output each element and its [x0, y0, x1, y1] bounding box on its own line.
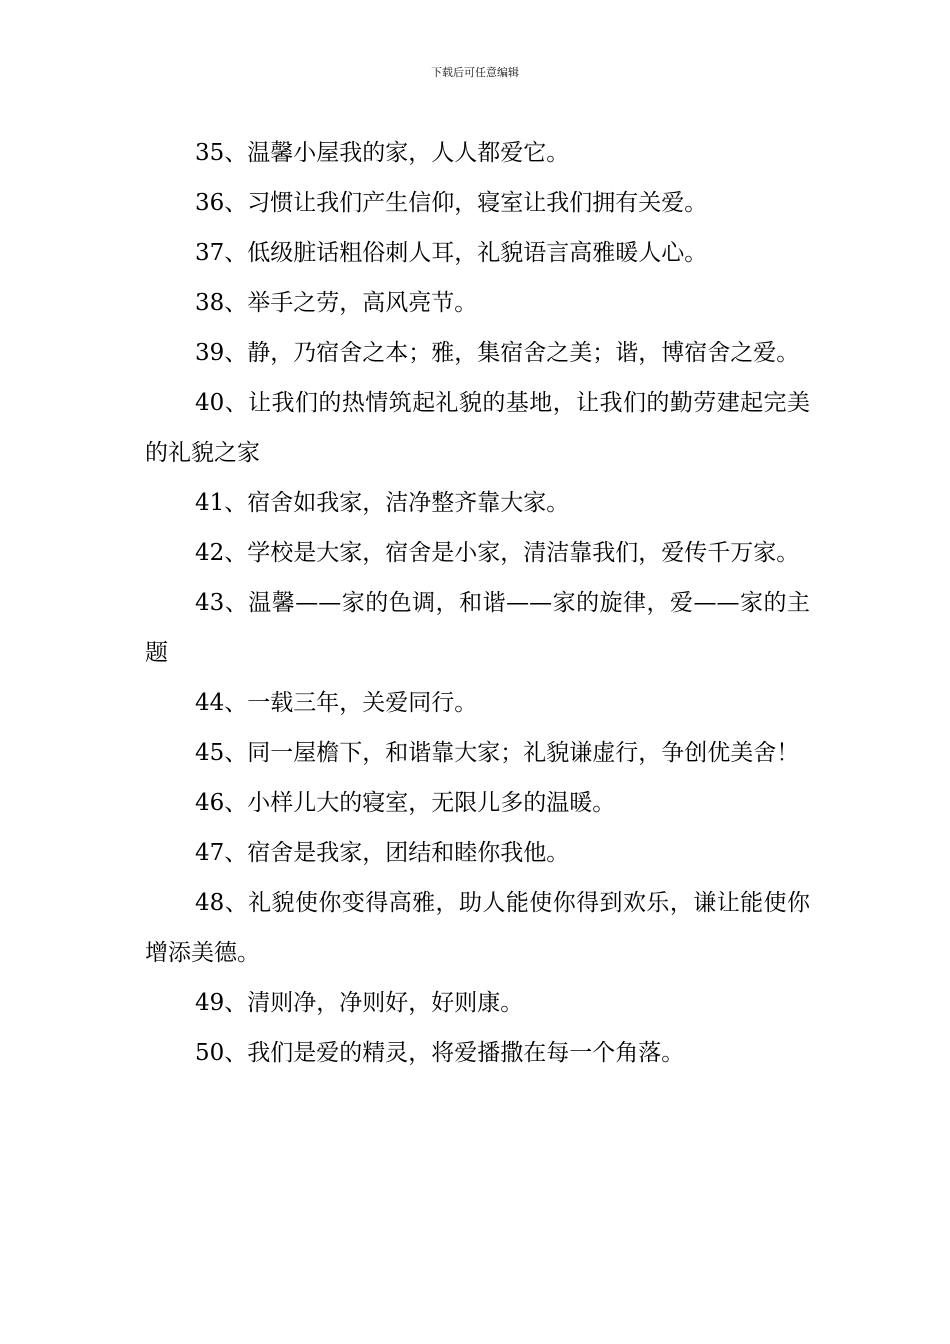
document-body: [145, 128, 810, 1078]
slogan-46: 46、小样儿大的寝室，无限儿多的温暖。: [195, 790, 616, 816]
slogan-38: 38、举手之劳，高风亮节。: [195, 290, 478, 316]
slogan-35: 35、温馨小屋我的家，人人都爱它。: [195, 140, 570, 166]
slogan-44: 44、一载三年，关爱同行。: [195, 690, 478, 716]
slogan-47: 47、宿舍是我家，团结和睦你我他。: [195, 840, 570, 866]
slogan-37: 37、低级脏话粗俗刺人耳，礼貌语言高雅暖人心。: [195, 240, 708, 266]
slogan-50: 50、我们是爱的精灵，将爱播撒在每一个角落。: [195, 1040, 685, 1066]
slogan-42: 42、学校是大家，宿舍是小家，清洁靠我们，爱传千万家。: [195, 540, 800, 566]
slogan-48: 48、礼貌使你变得高雅，助人能使你得到欢乐，谦让能使你增添美德。: [145, 890, 810, 966]
slogan-36: 36、习惯让我们产生信仰，寝室让我们拥有关爱。: [195, 190, 708, 216]
slogan-41: 41、宿舍如我家，洁净整齐靠大家。: [195, 490, 570, 516]
slogan-40: 40、让我们的热情筑起礼貌的基地，让我们的勤劳建起完美的礼貌之家: [145, 390, 810, 466]
page-header: 下载后可任意编辑: [431, 66, 519, 79]
slogan-45: 45、同一屋檐下，和谐靠大家；礼貌谦虚行，争创优美舍！: [195, 740, 800, 766]
slogan-43: 43、温馨——家的色调，和谐——家的旋律，爱——家的主题: [145, 590, 810, 666]
slogan-39: 39、静，乃宿舍之本；雅，集宿舍之美；谐，博宿舍之爱。: [195, 340, 800, 366]
slogan-49: 49、清则净，净则好，好则康。: [195, 990, 524, 1016]
